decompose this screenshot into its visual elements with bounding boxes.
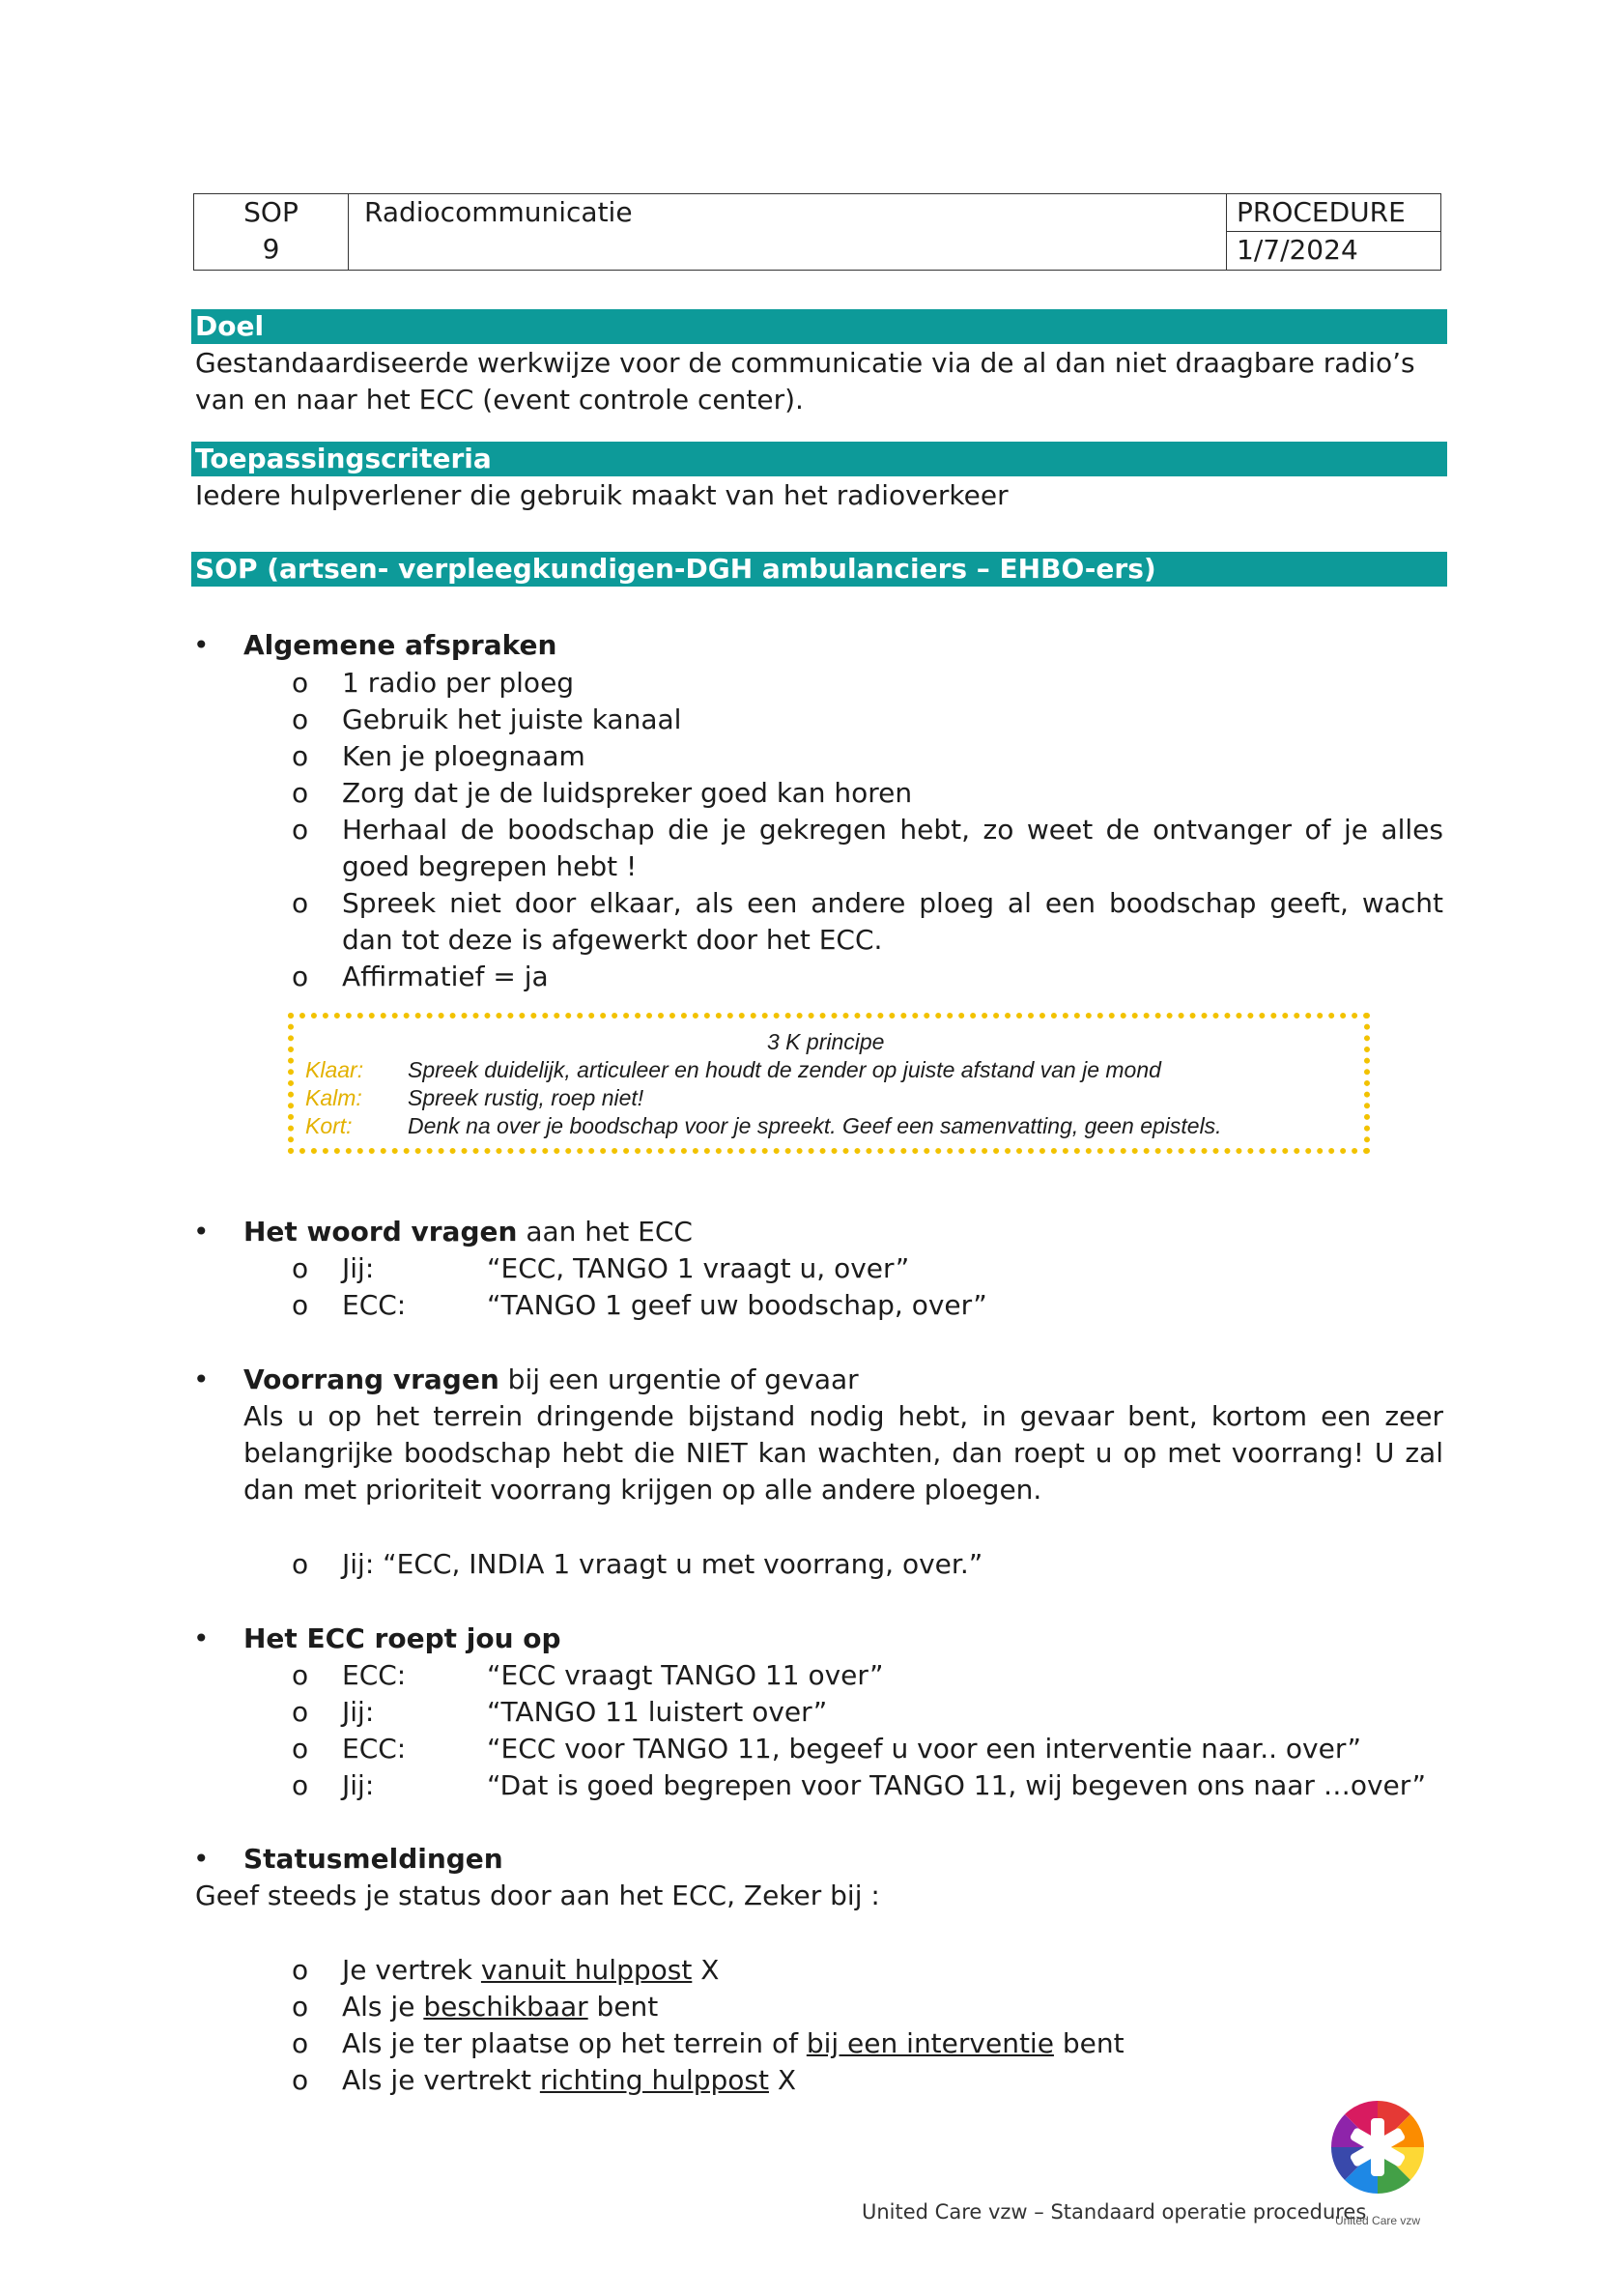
status-item: Als je beschikbaar bent — [342, 1991, 659, 2023]
ecc-roept-what: “ECC vraagt TANGO 11 over” — [487, 1659, 884, 1691]
circle-bullet: o — [292, 703, 309, 735]
voorrang-text: Als u op het terrein dringende bijstand nodig hebt, in gevaar bent, kortom een zeer belangrijke boodschap hebt die NIET kan wachten, dan roept u op met voorrang! U zal dan met prioriteit voorrang krijgen op alle andere ploegen. — [243, 1400, 1443, 1506]
sop-number: 9 — [262, 233, 280, 265]
algemeen-item: 1 radio per ploeg — [342, 667, 575, 699]
circle-bullet: o — [292, 777, 309, 809]
three-k-box — [288, 1013, 1370, 1154]
footer-text: United Care vzw – Standaard operatie procedures — [862, 2200, 1367, 2224]
kort-label: Kort: — [305, 1113, 353, 1138]
voorrang-title: Voorrang vragen bij een urgentie of gevaar — [243, 1363, 859, 1395]
ecc-roept-who: ECC: — [342, 1659, 407, 1691]
circle-bullet: o — [292, 2064, 309, 2096]
ecc-roept-what: “ECC voor TANGO 11, begeef u voor een interventie naar.. over” — [487, 1733, 1362, 1765]
algemeen-item: Affirmatief = ja — [342, 961, 549, 992]
circle-bullet: o — [292, 1733, 309, 1765]
woord-who: Jij: — [342, 1252, 375, 1284]
circle-bullet: o — [292, 1548, 309, 1580]
woord-title: Het woord vragen aan het ECC — [243, 1216, 693, 1248]
meta-cell — [1227, 194, 1440, 270]
header-table — [193, 193, 1441, 271]
status-title: Statusmeldingen — [243, 1843, 503, 1875]
circle-bullet: o — [292, 2027, 309, 2059]
three-k-title: 3 K principe — [767, 1029, 885, 1054]
algemeen-item: Herhaal de boodschap die je gekregen hebt, zo weet de ontvanger of je alles goed begrepen hebt ! — [342, 814, 1443, 882]
circle-bullet: o — [292, 1991, 309, 2023]
circle-bullet: o — [292, 1289, 309, 1321]
ecc-roept-who: Jij: — [342, 1769, 375, 1801]
woord-what: “ECC, TANGO 1 vraagt u, over” — [487, 1252, 910, 1284]
circle-bullet: o — [292, 1769, 309, 1801]
ecc-roept-who: ECC: — [342, 1733, 407, 1765]
sop-cell — [194, 194, 349, 270]
status-intro: Geef steeds je status door aan het ECC, Zeker bij : — [195, 1880, 880, 1911]
circle-bullet: o — [292, 1252, 309, 1284]
toepassing-heading: Toepassingscriteria — [191, 442, 1447, 476]
algemeen-item: Zorg dat je de luidspreker goed kan horen — [342, 777, 913, 809]
doc-type: PROCEDURE — [1237, 196, 1406, 228]
circle-bullet: o — [292, 740, 309, 772]
algemeen-item: Spreek niet door elkaar, als een andere ploeg al een boodschap geeft, wacht dan tot deze is afgewerkt door het ECC. — [342, 887, 1443, 956]
circle-bullet: o — [292, 1954, 309, 1986]
circle-bullet: o — [292, 887, 309, 919]
status-item: Als je ter plaatse op het terrein of bij een interventie bent — [342, 2027, 1125, 2059]
circle-bullet: o — [292, 667, 309, 699]
title-cell — [349, 194, 1227, 270]
status-item: Je vertrek vanuit hulppost X — [342, 1954, 720, 1986]
circle-bullet: o — [292, 814, 309, 846]
woord-who: ECC: — [342, 1289, 407, 1321]
united-care-logo-icon — [1327, 2097, 1428, 2197]
kalm-label: Kalm: — [305, 1085, 362, 1110]
circle-bullet: o — [292, 1696, 309, 1728]
doel-text: Gestandaardiseerde werkwijze voor de communicatie via de al dan niet draagbare radio’s van en naar het ECC (event controle center). — [195, 347, 1415, 416]
logo-text: United Care vzw — [1335, 2214, 1421, 2227]
kalm-text: Spreek rustig, roep niet! — [408, 1085, 644, 1110]
sop-label: SOP — [243, 196, 299, 228]
algemeen-title: Algemene afspraken — [243, 629, 557, 661]
ecc-roept-who: Jij: — [342, 1696, 375, 1728]
ecc-roept-title: Het ECC roept jou op — [243, 1622, 561, 1654]
algemeen-item: Ken je ploegnaam — [342, 740, 585, 772]
klaar-label: Klaar: — [305, 1057, 364, 1082]
voorrang-item: Jij: “ECC, INDIA 1 vraagt u met voorrang, over.” — [342, 1548, 983, 1580]
circle-bullet: o — [292, 961, 309, 992]
status-item: Als je vertrekt richting hulppost X — [342, 2064, 797, 2096]
ecc-roept-what: “TANGO 11 luistert over” — [487, 1696, 828, 1728]
circle-bullet: o — [292, 1659, 309, 1691]
toepassing-text: Iedere hulpverlener die gebruik maakt van het radioverkeer — [195, 479, 1009, 511]
kort-text: Denk na over je boodschap voor je spreekt. Geef een samenvatting, geen epistels. — [408, 1113, 1222, 1138]
ecc-roept-what: “Dat is goed begrepen voor TANGO 11, wij begeven ons naar …over” — [487, 1769, 1426, 1801]
doc-title: Radiocommunicatie — [364, 196, 633, 228]
algemeen-item: Gebruik het juiste kanaal — [342, 703, 682, 735]
sop-heading: SOP (artsen- verpleegkundigen-DGH ambulanciers – EHBO-ers) — [191, 552, 1447, 587]
klaar-text: Spreek duidelijk, articuleer en houdt de zender op juiste afstand van je mond — [408, 1057, 1161, 1082]
doc-date: 1/7/2024 — [1237, 234, 1358, 266]
doel-heading: Doel — [191, 309, 1447, 344]
woord-what: “TANGO 1 geef uw boodschap, over” — [487, 1289, 987, 1321]
